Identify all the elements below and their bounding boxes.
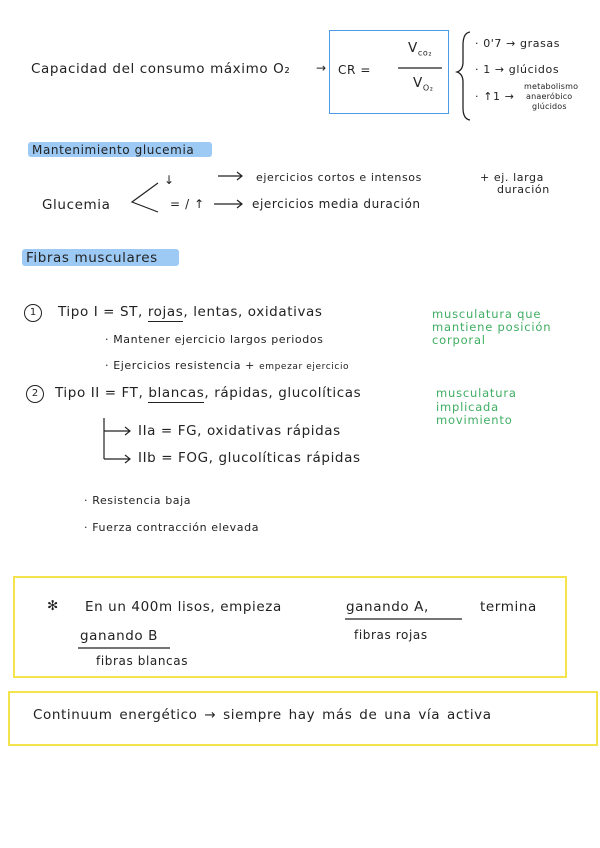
fibra-iib: IIb = FOG, glucolíticas rápidas — [138, 450, 361, 466]
fraction-denominator — [413, 75, 434, 93]
glucemia-label: Glucemia — [42, 197, 111, 213]
note-metabolismo: metabolismo — [524, 82, 579, 91]
tipo1-st: ST, — [120, 304, 143, 320]
box1-fibras-rojas: fibras rojas — [354, 628, 428, 642]
capacidad-label: Capacidad del consumo máximo O₂ — [31, 61, 291, 77]
numerator-sub: co₂ — [417, 48, 433, 58]
green-note-2-line3: movimiento — [436, 413, 513, 427]
numerator-v: V — [408, 40, 418, 56]
box1-termina: termina — [480, 599, 537, 615]
cr-result-anaerobico: · ↑1 → — [475, 90, 515, 103]
glucemia-ex-cortos: ejercicios cortos e intensos — [256, 171, 422, 184]
denominator-sub: O₂ — [422, 83, 434, 93]
bullet-fuerza-contraccion: · Fuerza contracción elevada — [84, 521, 260, 534]
note-anaerobico: anaeróbico — [526, 92, 573, 101]
fibras-heading: Fibras musculares — [26, 250, 158, 266]
tipo1-bullet-2a: · Ejercicios resistencia + — [105, 359, 255, 372]
cr-label: CR = — [338, 63, 371, 77]
glucemia-heading: Mantenimiento glucemia — [32, 143, 195, 157]
green-note-2-line1: musculatura — [436, 386, 517, 400]
green-note-2-line2: implicada — [436, 400, 500, 414]
box2-text: Continuum energético → siempre hay más de una vía activa — [33, 707, 492, 723]
box1-text-1: En un 400m lisos, empieza — [85, 599, 282, 615]
glucemia-ex-media: ejercicios media duración — [252, 197, 421, 211]
tipo1-rest: , lentas, oxidativas — [183, 304, 323, 320]
glucemia-duracion: duración — [497, 183, 550, 196]
tipo1-bullet-1: · Mantener ejercicio largos periodos — [105, 333, 324, 346]
box1-ganando-b: ganando B — [80, 628, 159, 644]
denominator-v: V — [413, 75, 423, 91]
glucemia-ex-larga: + ej. larga — [480, 171, 544, 184]
box1-fibras-blancas: fibras blancas — [96, 654, 189, 668]
tipo1-bullet-2 — [105, 359, 349, 372]
cr-result-glucidos: · 1 → glúcidos — [475, 63, 560, 76]
tipo1-rojas: rojas — [147, 304, 184, 320]
cr-result-grasas: · 0'7 → grasas — [475, 37, 561, 50]
tipo1-prefix: Tipo I = — [58, 304, 116, 320]
tipo2-prefix: Tipo II = FT, — [55, 385, 144, 401]
glucemia-equal-up: = / ↑ — [170, 197, 205, 211]
star-icon: ✻ — [47, 598, 59, 614]
tipo2-blancas: blancas — [148, 385, 205, 401]
green-note-1-line3: corporal — [432, 333, 486, 347]
tipo2-rest: , rápidas, glucolíticas — [204, 385, 362, 401]
green-note-1-line2: mantiene posición — [432, 320, 552, 334]
box1-ganando-a: ganando A, — [346, 599, 429, 615]
glucemia-down: ↓ — [164, 173, 175, 187]
number-2-circle: 2 — [26, 385, 44, 403]
bullet-resistencia-baja: · Resistencia baja — [84, 494, 192, 507]
fraction-numerator — [408, 40, 432, 58]
green-note-1-line1: musculatura que — [432, 307, 542, 321]
number-1-circle: 1 — [24, 304, 42, 322]
tipo2-line — [55, 385, 361, 401]
fibra-iia: IIa = FG, oxidativas rápidas — [138, 423, 341, 439]
tipo1-line — [58, 304, 323, 320]
note-glucidos: glúcidos — [532, 102, 567, 111]
tipo1-bullet-2b: empezar ejercicio — [259, 362, 350, 372]
arrow-glyph: → — [316, 61, 327, 75]
